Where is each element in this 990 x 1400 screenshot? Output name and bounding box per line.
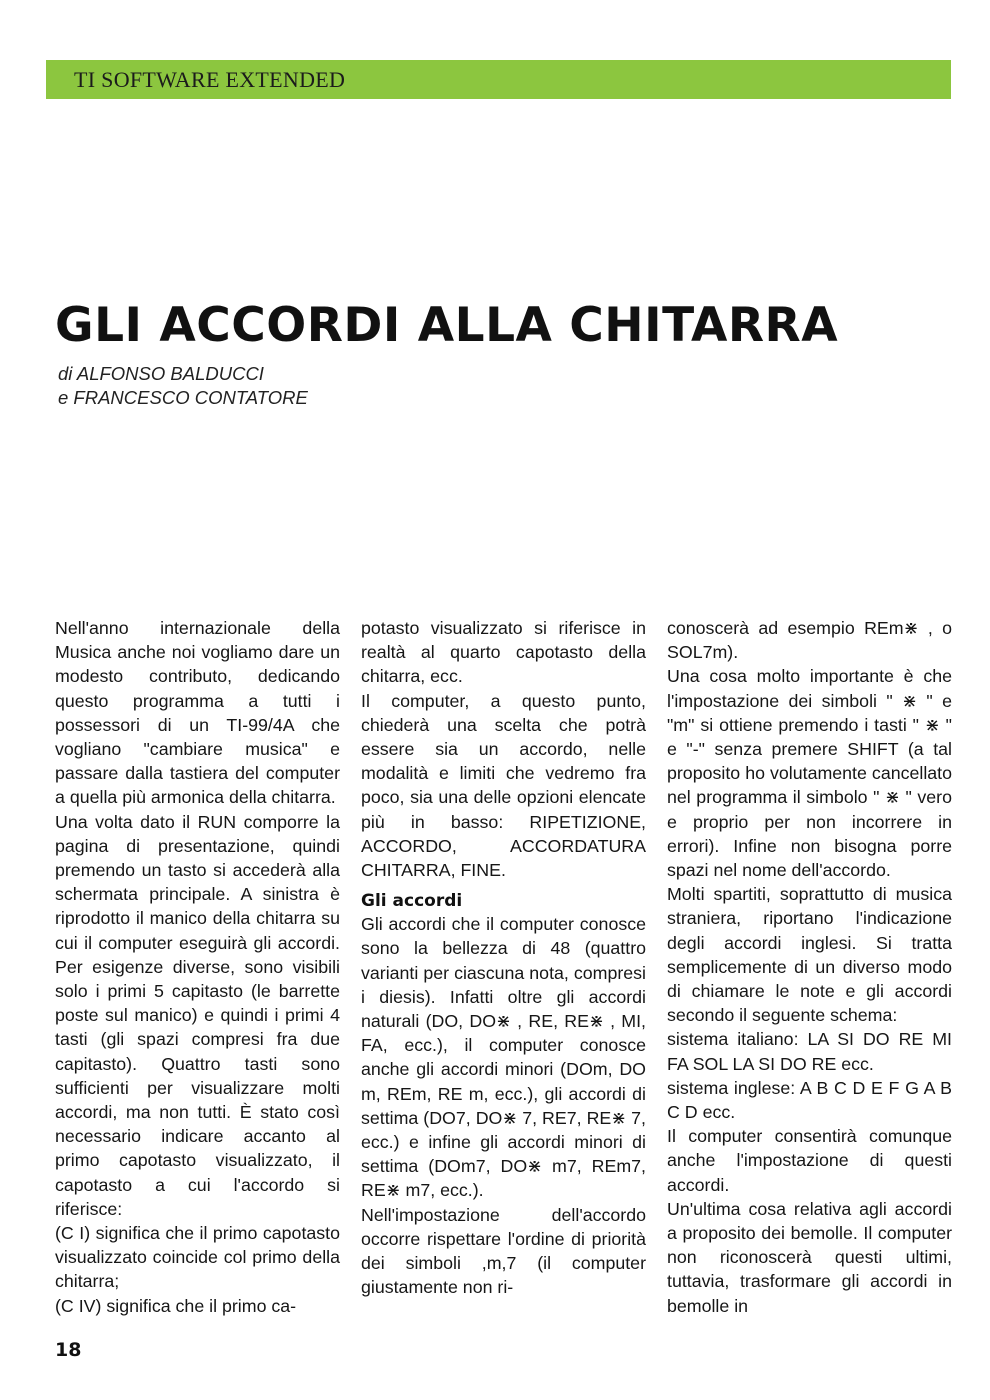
text-column-2 bbox=[361, 616, 646, 1299]
byline-line: di ALFONSO BALDUCCI bbox=[58, 363, 264, 384]
body-paragraph: conoscerà ad esempio REm⋇ , o SOL7m). bbox=[667, 618, 952, 663]
body-paragraph: Il computer consentirà comunque anche l'impostazione di questi accordi. bbox=[667, 1126, 952, 1195]
body-paragraph: potasto visualizzato si riferisce in realtà al quarto capotasto della chitarra, ecc. bbox=[361, 618, 646, 687]
section-header-bar bbox=[46, 60, 951, 99]
body-paragraph: (C IV) significa che il primo ca- bbox=[55, 1295, 297, 1316]
body-paragraph: sistema italiano: LA SI DO RE MI FA SOL LA SI DO RE ecc. bbox=[667, 1029, 952, 1074]
article-byline bbox=[58, 362, 658, 410]
body-paragraph: Il computer, a questo punto, chiederà una scelta che potrà essere sia un accordo, nelle modalità e limiti che vedremo fra poco, sia una delle opzioni elencate più in basso: RIPETIZIONE, ACCORDO, ACCORDATURA CHITARRA, FINE. bbox=[361, 690, 646, 881]
body-paragraph: Una cosa molto importante è che l'impostazione dei simboli " ⋇ " e "m" si ottiene premendo i tasti " ⋇ " e "-" senza premere SHIFT (a tal proposito ho volutamente cancellato nel programma il simbolo " ⋇ " vero e proprio per non incorrere in errori). Infine non bisogna porre spazi nel nome dell'accordo. bbox=[667, 666, 952, 881]
byline-line: e FRANCESCO CONTATORE bbox=[58, 387, 308, 408]
page-number: 18 bbox=[55, 1339, 82, 1361]
section-heading: Gli accordi bbox=[361, 891, 463, 912]
body-paragraph: sistema inglese: A B C D E F G A B C D ecc. bbox=[667, 1077, 952, 1123]
body-paragraph: (C I) significa che il primo capotasto visualizzato coincide col primo della chitarra; bbox=[55, 1223, 340, 1292]
text-column-1 bbox=[55, 616, 340, 1318]
body-paragraph: Nell'anno internazionale della Musica anche noi vogliamo dare un modesto contributo, dedicando questo programma a tutti i possessori di un TI-99/4A che vogliano "cambiare musica" e passare dalla tastiera del computer a quella più armonica della chitarra. bbox=[55, 618, 340, 808]
article-title: GLI ACCORDI ALLA CHITARRA bbox=[55, 298, 839, 353]
body-paragraph: Un'ultima cosa relativa agli accordi a proposito dei bemolle. Il computer non riconoscerà questi ultimi, tuttavia, trasformare gli accordi in bemolle in bbox=[667, 1198, 952, 1316]
text-column-3 bbox=[667, 616, 952, 1318]
body-paragraph: Molti spartiti, soprattutto di musica straniera, riportano l'indicazione degli accordi inglesi. Si tratta semplicemente di un diverso modo di chiamare le note e gli accordi secondo il seguente schema: bbox=[667, 884, 952, 1026]
section-label: TI SOFTWARE EXTENDED bbox=[74, 67, 346, 92]
body-paragraph: Gli accordi che il computer conosce sono la bellezza di 48 (quattro varianti per ciascuna nota, compresi i diesis). Infatti oltre gli accordi naturali (DO, DO⋇ , RE, RE⋇ , MI, FA, ecc.), il computer conosce anche gli accordi minori (DOm, DO m, REm, RE m, ecc.), gli accordi di settima (DO7, DO⋇ 7, RE7, RE⋇ 7, ecc.) e infine gli accordi minori di settima (DOm7, DO⋇ m7, REm7, RE⋇ m7, ecc.). bbox=[361, 914, 646, 1201]
body-paragraph: Una volta dato il RUN comporre la pagina di presentazione, quindi premendo un tasto si accederà alla schermata principale. A sinistra è riprodotto il manico della chitarra su cui il computer eseguirà gli accordi. Per esigenze diverse, sono visibili solo i primi 5 capitasto (le barrette poste sul manico) e quindi i primi 4 tasti (gli spazi compresi fra due capitasto). Quattro tasti sono sufficienti per visualizzare molti accordi, ma non tutti. È stato così necessario indicare accanto al primo capotasto visualizzato, il capotasto a cui l'accordo si riferisce: bbox=[55, 811, 340, 1219]
body-paragraph: Nell'impostazione dell'accordo occorre rispettare l'ordine di priorità dei simboli ,m,7 (il computer giustamente non ri- bbox=[361, 1204, 646, 1298]
